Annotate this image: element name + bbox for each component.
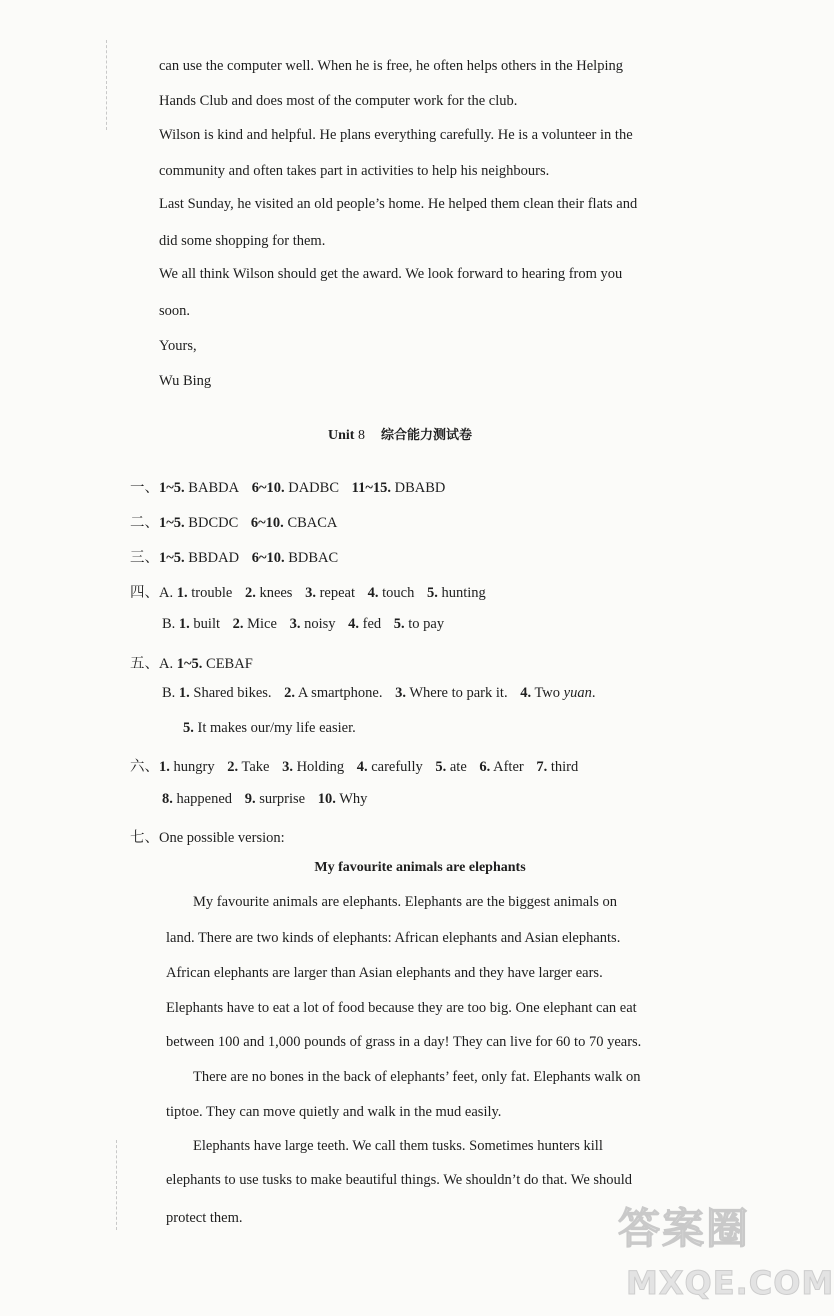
- item-answer: third: [550, 759, 579, 775]
- item-answer: touch: [382, 585, 415, 601]
- item-number: 2.: [244, 585, 256, 601]
- item-answer: ate: [449, 759, 467, 775]
- letter-signature: Wu Bing: [159, 373, 212, 389]
- item-number: 2.: [227, 759, 239, 775]
- answer-section-2: [130, 511, 337, 532]
- essay-line: elephants to use tusks to make beautiful things. We shouldn’t do that. We should: [166, 1172, 633, 1188]
- essay-line: There are no bones in the back of elephants’ feet, only fat. Elephants walk on: [193, 1069, 641, 1085]
- item-answer-italic: yuan: [563, 685, 592, 701]
- section-prefix: 五、: [130, 656, 159, 672]
- item-answer: Mice: [247, 616, 277, 632]
- answer-letters: BBDAD: [188, 550, 240, 566]
- item-answer: Shared bikes.: [193, 685, 272, 701]
- answer-section-7: [130, 826, 285, 847]
- item-number: 3.: [395, 685, 406, 701]
- section-prefix: 七、: [130, 830, 159, 846]
- item-answer: knees: [259, 585, 293, 601]
- letter-line: can use the computer well. When he is free, he often helps others in the Helping: [159, 58, 623, 74]
- item-answer-end: .: [591, 685, 596, 701]
- item-answer: Holding: [296, 759, 345, 775]
- item-number: 4.: [367, 585, 379, 601]
- item-number: 5.: [183, 720, 194, 736]
- answer-range: 1~5.: [159, 480, 185, 496]
- item-number: 4.: [356, 759, 368, 775]
- item-number: 2.: [284, 685, 296, 701]
- item-answer: carefully: [371, 759, 423, 775]
- answer-section-1: [130, 476, 445, 497]
- answer-range: 6~10.: [251, 550, 285, 566]
- item-number: 1.: [178, 685, 190, 701]
- item-answer: After: [493, 759, 524, 775]
- section-prefix: 六、: [130, 759, 159, 775]
- essay-title: My favourite animals are elephants: [314, 860, 526, 875]
- item-number: 5.: [426, 585, 438, 601]
- item-number: 7.: [536, 759, 548, 775]
- watermark-logo: [618, 1196, 834, 1311]
- item-answer: hunting: [441, 585, 486, 601]
- letter-line: community and often takes part in activities to help his neighbours.: [159, 163, 550, 179]
- essay-line: Elephants have large teeth. We call them tusks. Sometimes hunters kill: [193, 1138, 603, 1154]
- item-answer: trouble: [191, 585, 233, 601]
- answer-letters: DBABD: [394, 480, 446, 496]
- margin-guide-line-lower: [116, 1140, 117, 1230]
- letter-line: We all think Wilson should get the award. We look forward to hearing from you: [159, 266, 623, 282]
- answer-section-5b-cont: [183, 720, 356, 737]
- part-label: B.: [162, 685, 176, 701]
- answer-section-6: [130, 755, 578, 776]
- item-number: 8.: [162, 791, 173, 807]
- item-answer: built: [193, 616, 221, 632]
- item-answer: fed: [362, 616, 382, 632]
- essay-line: Elephants have to eat a lot of food because they are too big. One elephant can eat: [166, 1000, 637, 1016]
- essay-line: My favourite animals are elephants. Elephants are the biggest animals on: [193, 894, 617, 910]
- answer-section-5a: [130, 652, 253, 673]
- watermark-top-text: 答案圈: [618, 1204, 751, 1253]
- item-number: 10.: [317, 791, 336, 807]
- section-prefix: 一、: [130, 480, 159, 496]
- unit-label: Unit: [328, 428, 355, 443]
- item-answer: Why: [339, 791, 368, 807]
- item-number: 4.: [348, 616, 359, 632]
- item-number: 2.: [232, 616, 244, 632]
- item-number: 1.: [176, 585, 188, 601]
- section-text: One possible version:: [159, 830, 285, 846]
- essay-line: between 100 and 1,000 pounds of grass in a day! They can live for 60 to 70 years.: [166, 1034, 642, 1050]
- section-prefix: 四、: [130, 585, 159, 601]
- answer-section-6-cont: [162, 791, 367, 808]
- item-answer: repeat: [319, 585, 355, 601]
- answer-range: 6~10.: [250, 515, 284, 531]
- section-prefix: 二、: [130, 515, 159, 531]
- answer-range: 1~5.: [159, 550, 185, 566]
- essay-line: protect them.: [166, 1210, 243, 1226]
- margin-guide-line: [106, 40, 107, 130]
- item-answer: hungry: [173, 759, 215, 775]
- item-number: 6.: [479, 759, 491, 775]
- part-label: B.: [162, 616, 176, 632]
- answer-range: 11~15.: [351, 480, 391, 496]
- item-number: 9.: [244, 791, 256, 807]
- answer-letters: BDBAC: [288, 550, 339, 566]
- part-label: A.: [159, 656, 174, 672]
- answer-range: 1~5.: [176, 656, 203, 672]
- item-answer: noisy: [304, 616, 336, 632]
- item-answer: Where to park it.: [409, 685, 508, 701]
- letter-line: Last Sunday, he visited an old people’s home. He helped them clean their flats and: [159, 196, 638, 212]
- item-number: 4.: [520, 685, 532, 701]
- letter-line: Wilson is kind and helpful. He plans everything carefully. He is a volunteer in the: [159, 127, 633, 143]
- item-answer: to pay: [408, 616, 445, 632]
- item-number: 3.: [289, 616, 301, 632]
- answer-letters: BABDA: [188, 480, 240, 496]
- essay-line: African elephants are larger than Asian elephants and they have larger ears.: [166, 965, 603, 981]
- answer-letters: DADBC: [288, 480, 339, 496]
- answer-section-4a: [130, 581, 486, 602]
- answer-section-5b: [162, 685, 595, 702]
- item-number: 3.: [282, 759, 293, 775]
- item-number: 5.: [435, 759, 447, 775]
- item-number: 5.: [393, 616, 405, 632]
- item-answer: Take: [241, 759, 270, 775]
- answer-section-4b: [162, 616, 444, 633]
- item-answer: surprise: [259, 791, 306, 807]
- item-number: 3.: [305, 585, 316, 601]
- answer-letters: CBACA: [287, 515, 338, 531]
- section-prefix: 三、: [130, 550, 159, 566]
- answer-range: 6~10.: [251, 480, 285, 496]
- answer-letters: BDCDC: [188, 515, 239, 531]
- item-answer: A smartphone.: [297, 685, 383, 701]
- letter-line: did some shopping for them.: [159, 233, 326, 249]
- answer-range: 1~5.: [159, 515, 185, 531]
- answer-section-3: [130, 546, 338, 567]
- letter-line: Hands Club and does most of the computer work for the club.: [159, 93, 518, 109]
- essay-line: land. There are two kinds of elephants: African elephants and Asian elephants.: [166, 930, 621, 946]
- item-answer: Two: [534, 685, 561, 701]
- letter-line: soon.: [159, 303, 191, 319]
- answer-letters: CEBAF: [206, 656, 253, 672]
- watermark-url-text: MXQE.COM: [626, 1264, 834, 1302]
- item-number: 1.: [178, 616, 190, 632]
- unit-heading: [0, 424, 800, 444]
- part-label: A.: [159, 585, 174, 601]
- unit-title: 综合能力测试卷: [380, 428, 472, 443]
- item-answer: happened: [176, 791, 233, 807]
- item-number: 1.: [159, 759, 170, 775]
- essay-line: tiptoe. They can move quietly and walk in the mud easily.: [166, 1104, 502, 1120]
- item-answer: It makes our/my life easier.: [197, 720, 356, 736]
- letter-closing: Yours,: [159, 338, 197, 354]
- unit-number: 8: [357, 428, 365, 443]
